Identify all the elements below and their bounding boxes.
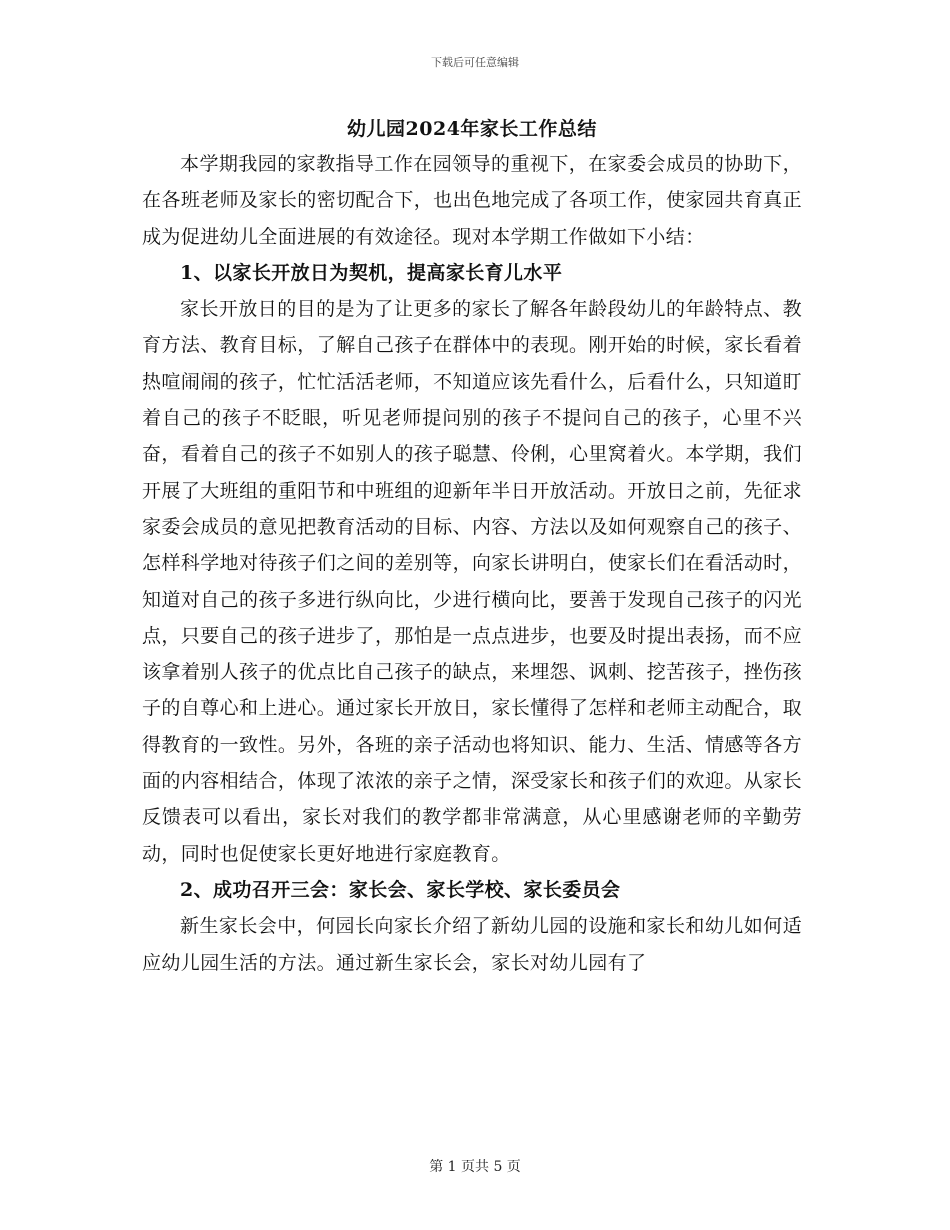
section-1-heading: 1、以家长开放日为契机，提高家长育儿水平	[180, 261, 563, 284]
section-2-paragraph: 新生家长会中，何园长向家长介绍了新幼儿园的设施和家长和幼儿如何适应幼儿园生活的方法。通过新生家长会，家长对幼儿园有了	[142, 915, 802, 974]
section-1-paragraph: 家长开放日的目的是为了让更多的家长了解各年龄段幼儿的年龄特点、教育方法、教育目标，了解自己孩子在群体中的表现。刚开始的时候，家长看着热喧闹闹的孩子，忙忙活活老师，不知道应该先看什么，后看什么，只知道盯着自己的孩子不眨眼，听见老师提问别的孩子不提问自己的孩子，心里不兴奋，看着自己的孩子不如别人的孩子聪慧、伶俐，心里窝着火。本学期，我们开展了大班组的重阳节和中班组的迎新年半日开放活动。开放日之前，先征求家委会成员的意见把教育活动的目标、内容、方法以及如何观察自己的孩子、怎样科学地对待孩子们之间的差别等，向家长讲明白，使家长们在看活动时，知道对自己的孩子多进行纵向比，少进行横向比，要善于发现自己孩子的闪光点，只要自己的孩子进步了，那怕是一点点进步，也要及时提出表扬，而不应该拿着别人孩子的优点比自己孩子的缺点，来埋怨、讽刺、挖苦孩子，挫伤孩子的自尊心和上进心。通过家长开放日，家长懂得了怎样和老师主动配合，取得教育的一致性。另外，各班的亲子活动也将知识、能力、生活、情感等各方面的内容相结合，体现了浓浓的亲子之情，深受家长和孩子们的欢迎。从家长反馈表可以看出，家长对我们的教学都非常满意，从心里感谢老师的辛勤劳动，同时也促使家长更好地进行家庭教育。	[142, 298, 802, 865]
document-title: 幼儿园2024年家长工作总结	[347, 118, 597, 140]
page-number: 第 1 页共 5 页	[429, 1159, 521, 1175]
intro-paragraph: 本学期我园的家教指导工作在园领导的重视下，在家委会成员的协助下，在各班老师及家长的密切配合下，也出色地完成了各项工作，使家园共育真正成为促进幼儿全面进展的有效途径。现对本学期工作做如下小结：	[142, 153, 802, 248]
header-note: 下载后可任意编辑	[431, 56, 519, 69]
section-2-heading: 2、成功召开三会：家长会、家长学校、家长委员会	[180, 878, 621, 901]
document-body	[142, 112, 802, 981]
